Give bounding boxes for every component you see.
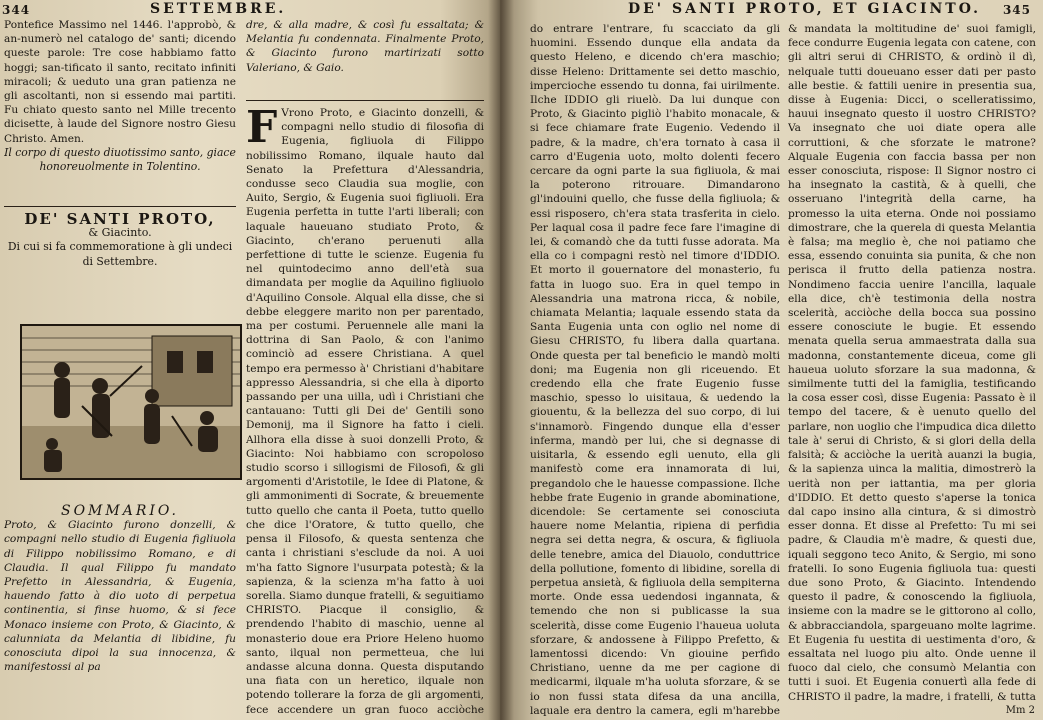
left-col1-top-text: Pontefice Massimo nel 1446. l'approbò, & an-numerò nel catalogo de' santi; dicendo queste parole: Tre cose habbiamo fatto hoggi; san-tificato il santo, recitato infiniti miracoli; & ueduto una gran patienza ne gli ascoltanti, non si essendo mai partiti. Fu chiato questo santo nel Mille trecento dicisette, à laude del Signore nostro Giesu Christo. Amen. [4, 19, 236, 145]
left-col2-top [246, 18, 484, 98]
left-col2-rule [246, 100, 484, 101]
woodcut-illustration [20, 324, 242, 480]
left-col2-top-text: dre, & alla madre, & così fu essaltata; & Melantia fu condennata. Finalmente Proto, & Giacinto furono martirizati sotto Valeriano, & Gaio. [246, 19, 484, 74]
left-col1-heading: DE' SANTI PROTO, [24, 212, 216, 228]
right-column-2 [788, 22, 1036, 702]
right-running-head: DE' SANTI PROTO, ET GIACINTO. [628, 1, 981, 17]
left-page [0, 0, 500, 720]
right-column-1 [530, 22, 780, 718]
left-col1-subheading: & Giacinto. [88, 226, 152, 240]
right-page [500, 0, 1043, 720]
left-running-head: SETTEMBRE. [150, 1, 287, 17]
left-summary-block [4, 504, 236, 718]
right-col1-text: do entrare l'entrare, fu scacciato da gli huomini. Essendo dunque ella andata da questo Heleno, e dicendo ch'era maschio; disse Heleno: Drittamente sei detto maschio, impercioche essendo tu donna, fai uirilmente. Ilche IDDIO gli riuelò. Da lui dunque con Proto, & Giacinto pigliò l'habito monacale, & si fece chiamare frate Eugenio. Vedendo il padre, & la madre, ch'era tornato à casa il carro d'Eugenia uoto, molto dolenti fecero cercare da ogni parte la sua figliuola, & mai la poterono ritrouare. Dimandarono gl'indouini quello, che fusse della figliuola; & essi risposero, ch'era stata trasferita in cielo. Per laqual cosa il padre fece fare l'imagine di lei, & comandò che da tutti fusse adorata. Ma ella co i compagni restò nel timore d'IDDIO. Et morto il gouernatore del monasterio, fu fatta in luogo suo. Era in quel tempo in Alessandria una matrona ricca, & nobile, chiamata Melantia; laquale essendo stata da Santa Eugenia unta con oglio nel nome di Giesu CHRISTO, fu libera dalla quartana. Onde questa per tal beneficio le mandò molti doni; ma Eugenia non gli riceuendo. Et credendo ella che frate Eugenio fusse maschio, spesso lo uisitaua, & uedendo la giouentu, & la bellezza del suo corpo, di lui s'innamorò. Fingendo dunque ella d'esser inferma, mandò per lui, che si degnasse di uisitarla, & essendo egli uenuto, ella gli manifestò come era innamorata di lui, pregandolo che le hauesse compassione. Ilche hebbe frate Eugenio in grande abominatione, dicendole: Se certamente sei conosciuta hauere nome Melantia, ripiena di perfidia negra sei detta negra, & oscura, & figliuola delle tenebre, amica del Diauolo, conduttrice della pollutione, fomento di libidine, sorella di perpetua ansietà, & figliuola della sempiterna morte. Onde essa uedendosi ingannata, & temendo che non si publicasse la sua scelerità, disse come Eugenio l'haueua uoluta sforzare, & andossene à Filippo Prefetto, & lamentossi dicendo: Vn giouine perfido Christiano, uenne da me per cagione di medicarmi, ilquale m'ha uoluta sforzare, & se io non fussi stata difesa da una ancilla, laquale era dentro la camera, egli m'harebbe [530, 23, 780, 717]
left-folio: 344 [2, 3, 31, 17]
left-col1-rule [4, 206, 236, 207]
right-folio: 345 [1002, 3, 1031, 17]
summary-text: Proto, & Giacinto furono donzelli, & compagni nello studio di Eugenia figliuola di Filippo nobilissimo Romano, e di Claudia. Il qual Filippo fu mandato Prefetto in Alessandria, & Eugenia, hauendo fatto à dio uoto di perpetua continentia, si finse huomo, & si fece Monaco insieme con Proto, & Giacinto, & calunniata da Melantia di libidine, fu conosciuta dipoi la sua innocenza, & manifestossi al pa [4, 519, 236, 674]
left-column-2 [246, 106, 484, 718]
right-col2-text: & mandata la moltitudine de' suoi famigli, fece condurre Eugenia legata con catene, con gli altri serui di CHRISTO, & ordinò il dì, nelquale tutti doueuano esser dati per pasto alle bestie. & fattili uenire in presentia sua, disse à Eugenia: Dicci, o scelleratissimo, hauui insegnato questo il uostro CHRISTO? Va insegnato che uoi diate opera alle corruttioni, & che sforzate le matrone? Alquale Eugenia con faccia bassa per non esser conosciuta, rispose: Il Signor nostro ci ha insegnato la castità, & à quelli, che osseruano l'integrità della carne, ha promesso la uita eterna. Onde noi possiamo dimostrare, che la querela di questa Melantia è falsa; ma meglio è, che noi patiamo che essa, essendo conuinta sia punita, & che non perisca il frutto della patienza nostra. Nondimeno faccia uenire l'ancilla, laquale ella dice, ch'è testimonia della nostra scelerità, acciòche della bocca sua possino essere conosciute le bugie. Et essendo menata quella serua ammaestrata dalla sua madonna, constantemente diceua, come gli haueua uoluto sforzare la sua madonna, & similmente tutti del la famiglia, testificando la cosa esser così, disse Eugenia: Passato è il tempo del tacere, & è uenuto quello del parlare, non uoglio che l'impudica dica diletto tale à' serui di Christo, & si glori della della falsità; & acciòche la uerità auanzi la bugia, & la sapienza uinca la malitia, dimostrerò la uerità non per iattantia, ma per gloria d'IDDIO. Et detto questo s'aperse la tonica dal capo insino alla cintura, & si dimostrò esser donna. Et disse al Prefetto: Tu mi sei padre, & Claudia m'è madre, & questi due, iquali seggono teco Anito, & Sergio, mi sono fratelli. Io sono Eugenia figliuola tua: questi due sono Proto, & Giacinto. Intendendo questo il padre, & conoscendo la figliuola, insieme con la madre se le gittorono al collo, & abbracciandola, spargeuano molte lagrime. Et Eugenia fu uestita di uestimenta d'oro, & essaltata nel luogo piu alto. Onde uenne il fuoco dal cielo, che consumò Melantia con tutti i suoi. Et Eugenia conuertì alla fede di CHRISTO il padre, la madre, i fratelli, & tutta [788, 23, 1036, 702]
left-col1-heading-block [4, 212, 236, 312]
drop-cap: F [246, 106, 278, 153]
left-col1-note: Il corpo di questo diuotissimo santo, giace honoreuolmente in Tolentino. [4, 145, 236, 174]
summary-title: SOMMARIO. [60, 504, 180, 519]
left-col2-text: Vrono Proto, e Giacinto donzelli, & compagni nello studio di filosofia di Eugenia, figliuola di Filippo nobilissimo Romano, ilquale hauto dal Senato la Prefettura d'Alessandria, condusse seco Claudia sua moglie, con Auito, Sergio, & Eugenia suoi figliuoli. Era Eugenia perfetta in tutte l'arti liberali; con laquale haueuano studiato Proto, & Giacinto, ch'erano peruenuti alla perfettione di tutte le scienze. Eugenia fu nel quintodecimo anno dell'età sua dimandata per moglie da Aquilino figliuolo d'Aquilino Console. Alqual ella disse, che si debbe eleggere marito non per parentado, ma per costumi. Peruennele alle mani la dottrina di San Paolo, & con l'animo cominciò ad essere Christiana. A quel tempo era permesso à' Christiani d'habitare appresso Alessandria, si che ella à diporto passando per una uilla, udì i Christiani che cantauano: Tutti gli Dei de' Gentili sono Demonij, ma il Signore ha fatto i cieli. Allhora ella disse à suoi donzelli Proto, & Giacinto: Noi habbiamo con scropoloso studio scorso i sillogismi de Filosofi, & gli argomenti d'Aristotile, le Idee di Platone, & gli ammonimenti di Socrate, & breuemente tutto quello che canta il Poeta, tutto quello che dice l'Oratore, & tutto quello, che pensa il Filosofo, & questa sentenza che canta i christiani s'esclude da noi. A uoi m'ha fatto Signore l'usurpata potestà; & la sapienza, & la scienza m'ha fatto à uoi sorella. Siamo dunque fratelli, & seguitiamo CHRISTO. Piacque il consiglio, & prendendo l'habito di maschio, uenne al monasterio doue era Priore Heleno huomo santo, ilqual non permetteua, che lui andasse alcuna donna. Questa disputando una fiata con un heretico, ilquale non potendo tollerare la forza de gli argomenti, fece accendere un gran fuoco acciòche [246, 107, 484, 716]
left-col1-commemoration: Di cui si fa commemoratione à gli undeci di Settembre. [7, 240, 233, 268]
signature-mark: Mm 2 [1005, 705, 1035, 716]
